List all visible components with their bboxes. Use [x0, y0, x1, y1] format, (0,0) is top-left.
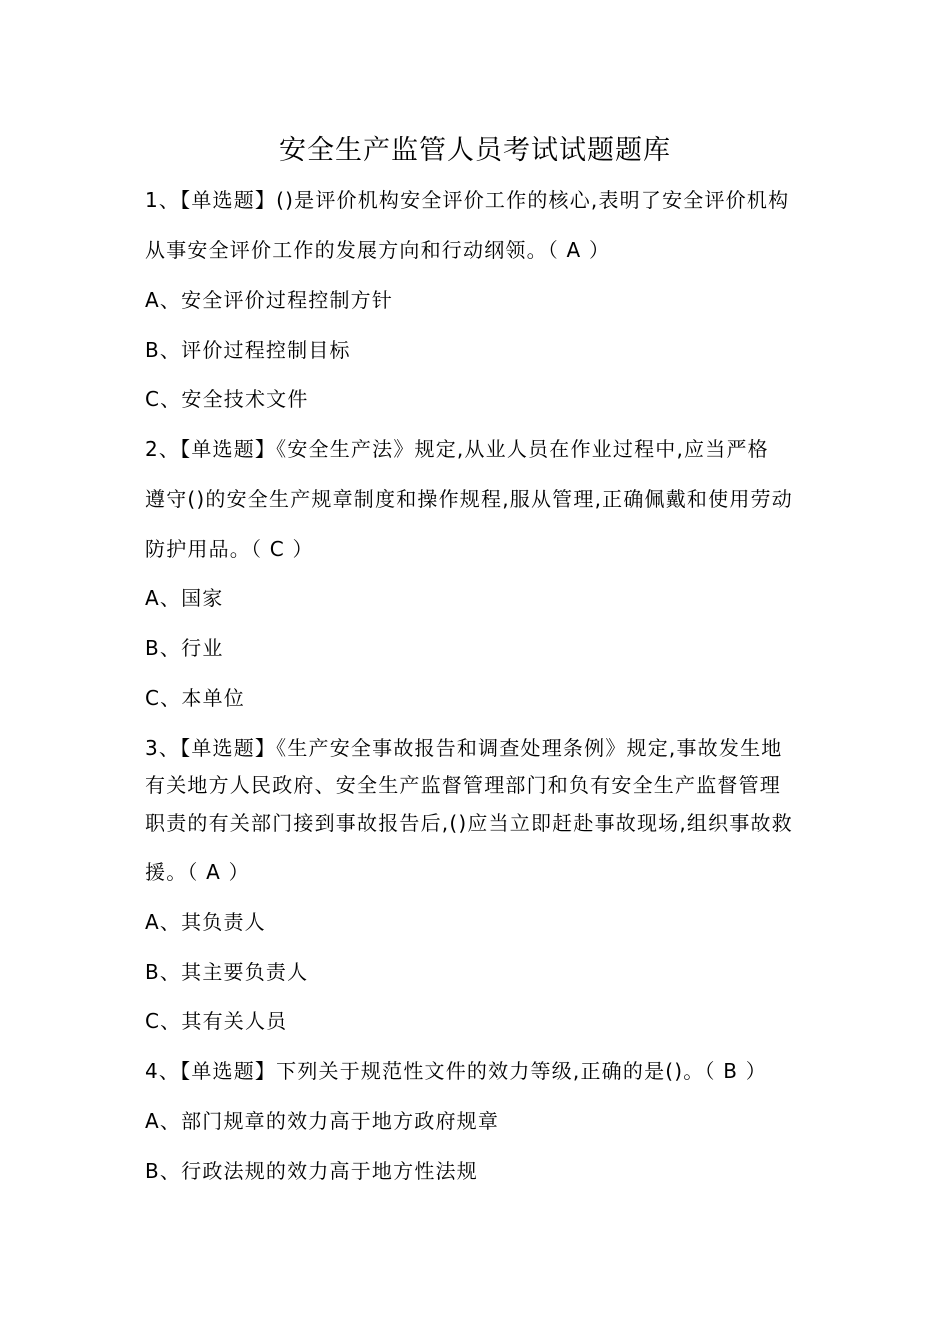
question-2-option-b: B、行业: [145, 636, 224, 660]
question-1-stem-line-1: 1、【单选题】()是评价机构安全评价工作的核心,表明了安全评价机构: [145, 188, 790, 212]
question-2-option-a: A、国家: [145, 586, 224, 610]
question-1-stem-line-2: 从事安全评价工作的发展方向和行动纲领。（ A ）: [145, 238, 611, 262]
question-3-stem-line-3: 职责的有关部门接到事故报告后,()应当立即赶赴事故现场,组织事故救: [145, 811, 793, 835]
page-title: 安全生产监管人员考试试题题库: [279, 135, 671, 166]
question-1-option-a: A、安全评价过程控制方针: [145, 288, 394, 312]
question-3-option-c: C、其有关人员: [145, 1009, 288, 1033]
question-2-stem-line-3: 防护用品。（ C ）: [145, 537, 314, 561]
question-4-option-a: A、部门规章的效力高于地方政府规章: [145, 1109, 500, 1133]
question-3-option-a: A、其负责人: [145, 910, 266, 934]
question-1-option-b: B、评价过程控制目标: [145, 338, 351, 362]
question-2-stem-line-1: 2、【单选题】《安全生产法》规定,从业人员在作业过程中,应当严格: [145, 437, 769, 461]
question-4-stem-line-1: 4、【单选题】下列关于规范性文件的效力等级,正确的是()。（ B ）: [145, 1059, 767, 1083]
question-3-stem-line-4: 援。（ A ）: [145, 860, 250, 884]
question-2-option-c: C、本单位: [145, 686, 245, 710]
question-2-stem-line-2: 遵守()的安全生产规章制度和操作规程,服从管理,正确佩戴和使用劳动: [145, 487, 793, 511]
question-1-option-c: C、安全技术文件: [145, 387, 309, 411]
question-3-stem-line-2: 有关地方人民政府、安全生产监督管理部门和负有安全生产监督管理: [145, 773, 781, 797]
question-4-option-b: B、行政法规的效力高于地方性法规: [145, 1159, 478, 1183]
question-3-option-b: B、其主要负责人: [145, 960, 309, 984]
question-3-stem-line-1: 3、【单选题】《生产安全事故报告和调查处理条例》规定,事故发生地: [145, 736, 783, 760]
